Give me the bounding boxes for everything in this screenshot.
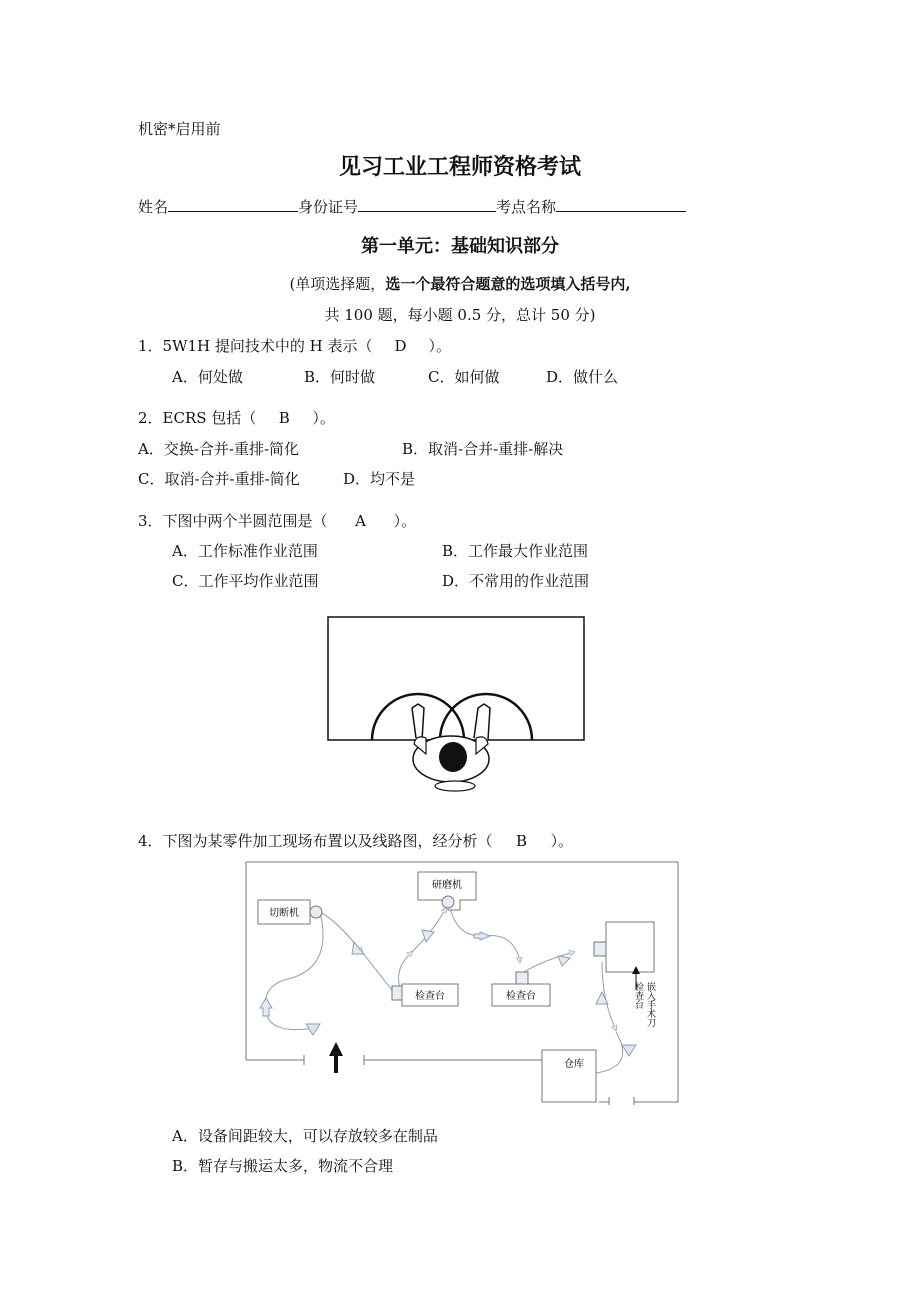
flow-arrow-up-icon (260, 998, 272, 1016)
work-area-figure (322, 612, 592, 797)
q2-option-a: A．交换-合并-重排-简化 (138, 440, 300, 458)
q2-option-d: D．均不是 (343, 470, 416, 488)
confidential-mark: 机密*启用前 (138, 120, 221, 138)
grinder-label: 研磨机 (432, 880, 462, 891)
q1-option-d: D．做什么 (546, 368, 619, 386)
question-1-answer: D (394, 337, 407, 355)
entrance-arrow-icon (329, 1042, 343, 1056)
q2-option-c: C．取消-合并-重排-简化 (138, 470, 300, 488)
storage-triangle-icon (622, 1045, 636, 1056)
question-1-stem: 1．5W1H 提问技术中的 H 表示（ D ）。 (138, 337, 452, 355)
q3-option-c: C．工作平均作业范围 (172, 572, 319, 590)
id-blank (358, 198, 496, 212)
storage-triangle-icon (306, 1024, 320, 1035)
question-4-stem: 4．下图为某零件加工现场布置以及线路图，经分析（ B ）。 (138, 832, 574, 850)
cutter-station-icon (310, 906, 322, 918)
embed-tool-label: 嵌入手术刀 (645, 982, 655, 1027)
question-2-answer: B (278, 409, 290, 427)
section-title: 第一单元：基础知识部分 (361, 236, 559, 257)
exam-title: 见习工业工程师资格考试 (338, 155, 581, 180)
workbench-rect (328, 617, 584, 740)
q1-option-a: A．何处做 (172, 368, 243, 386)
question-4-answer: B (516, 832, 528, 850)
q3-option-d: D．不常用的作业范围 (442, 572, 590, 590)
inspect-3-label: 检查台 (633, 982, 643, 1009)
id-label: 身份证号 (298, 198, 359, 216)
warehouse-box (542, 1050, 596, 1102)
warehouse-label: 仓库 (564, 1059, 584, 1070)
seat (435, 781, 475, 791)
q3-option-b: B．工作最大作业范围 (442, 542, 589, 560)
layout-diagram (244, 860, 680, 1105)
question-2-stem: 2．ECRS 包括（ B ）。 (138, 409, 335, 427)
name-label: 姓名 (138, 198, 169, 216)
q1-option-b: B．何时做 (304, 368, 376, 386)
inspect-2-label: 检查台 (506, 991, 536, 1002)
q1-option-c: C．如何做 (428, 368, 500, 386)
head (439, 742, 467, 772)
q4-option-a: A．设备间距较大，可以存放较多在制品 (172, 1127, 438, 1145)
section-instructions-line2: 共 100 题，每小题 0.5 分，总计 50 分) (324, 306, 596, 324)
site-blank (556, 198, 686, 212)
question-3-answer: A (355, 512, 366, 530)
question-3-stem: 3．下图中两个半圆范围是（ A ）。 (138, 512, 417, 530)
name-blank (168, 198, 298, 212)
cutter-label: 切断机 (269, 908, 299, 919)
q4-option-b: B．暂存与搬运太多，物流不合理 (172, 1157, 394, 1175)
embed-station (606, 922, 654, 972)
inspect-1-label: 检查台 (415, 991, 445, 1002)
q2-option-b: B．取消-合并-重排-解决 (402, 440, 564, 458)
site-label: 考点名称 (496, 198, 557, 216)
q3-option-a: A．工作标准作业范围 (172, 542, 318, 560)
grinder-station-icon (442, 896, 454, 908)
section-instructions-line1: (单项选择题，选一个最符合题意的选项填入括号内, (289, 275, 631, 293)
flow-arrow-right-icon (474, 932, 490, 940)
candidate-fields (138, 196, 686, 217)
